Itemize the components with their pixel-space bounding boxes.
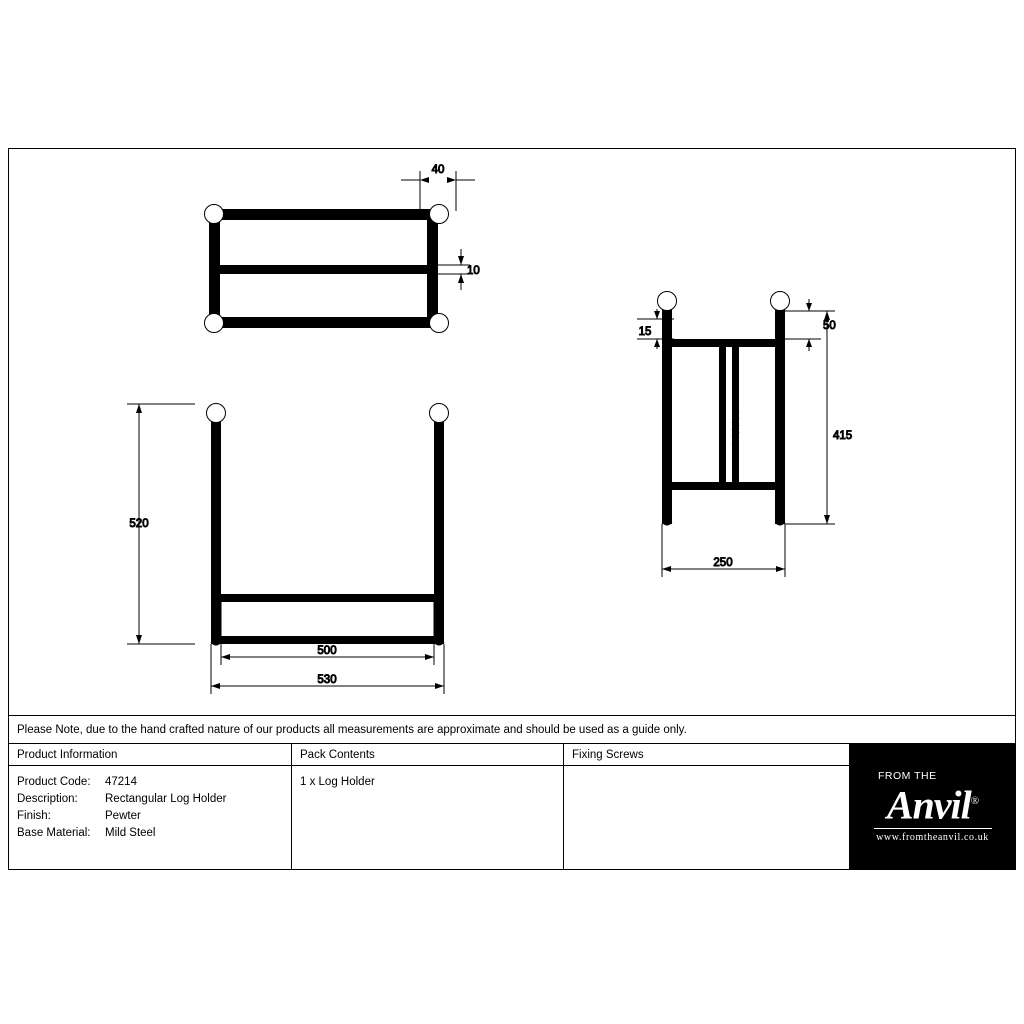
dimension-500: 500 [317, 645, 337, 657]
logo-divider [874, 828, 992, 829]
product-code-label: Product Code: [17, 776, 91, 788]
description-value: Rectangular Log Holder [105, 793, 227, 805]
drawing-area [9, 149, 1015, 715]
product-information-body [9, 766, 291, 850]
top-view [205, 164, 480, 333]
table-row [17, 825, 283, 842]
brand-logo [850, 744, 1015, 869]
pack-contents-body [292, 766, 563, 799]
specification-table [9, 743, 1015, 869]
logo-url: www.fromtheanvil.co.uk [876, 831, 989, 843]
drawing-sheet [8, 148, 1016, 870]
product-information-column [9, 744, 292, 869]
measurement-note [9, 715, 1015, 743]
technical-drawing-svg [9, 149, 1015, 715]
logo-wordmark-text: Anvil [886, 782, 971, 828]
side-view [637, 292, 852, 578]
base-material-value: Mild Steel [105, 827, 156, 839]
logo-top-text: FROM THE [878, 770, 937, 783]
finish-label: Finish: [17, 810, 51, 822]
fixing-screws-column [564, 744, 850, 869]
measurement-note-text: Please Note, due to the hand crafted nature of our products all measurements are approximate and should be used as a guide only. [17, 723, 687, 736]
table-row [17, 774, 283, 791]
dimension-15: 15 [638, 326, 652, 338]
description-label: Description: [17, 793, 78, 805]
dimension-530: 530 [317, 674, 337, 686]
finish-value: Pewter [105, 810, 141, 822]
brand-logo-cell [850, 744, 1015, 869]
dimension-10: 10 [467, 265, 480, 277]
base-material-label: Base Material: [17, 827, 91, 839]
registered-trademark-icon: ® [970, 795, 979, 808]
table-row [17, 808, 283, 825]
fixing-screws-body [564, 766, 849, 782]
list-item: 1 x Log Holder [300, 776, 375, 788]
fixing-screws-header: Fixing Screws [564, 744, 849, 766]
dimension-415: 415 [833, 430, 853, 442]
front-view [127, 404, 449, 695]
logo-wordmark [887, 780, 978, 826]
dimension-50: 50 [823, 320, 836, 332]
table-row [17, 791, 283, 808]
dimension-40: 40 [431, 164, 445, 176]
dimension-250: 250 [713, 557, 733, 569]
pack-contents-header: Pack Contents [292, 744, 563, 766]
product-code-value: 47214 [105, 776, 137, 788]
dimension-520: 520 [129, 518, 149, 530]
pack-contents-column [292, 744, 564, 869]
product-information-header: Product Information [9, 744, 291, 766]
